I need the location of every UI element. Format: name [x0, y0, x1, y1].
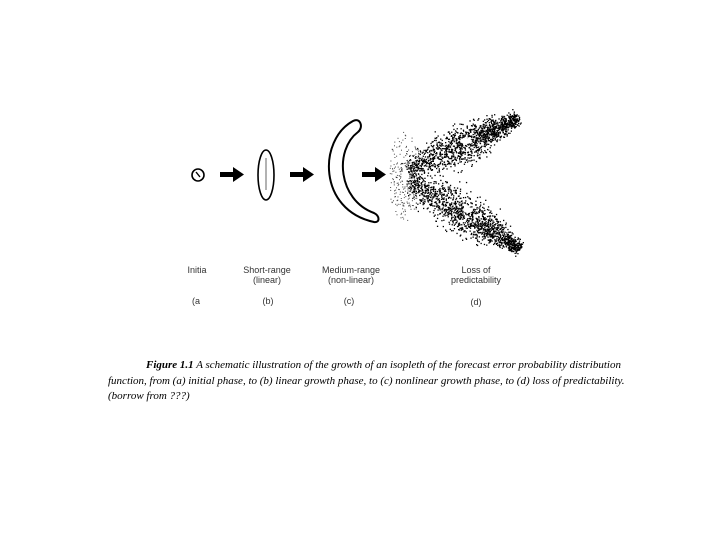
stage-label-medium-range: Medium-range (non-linear): [321, 265, 381, 285]
stage-label-initial: Initia: [187, 265, 207, 275]
predictability-loss-cloud: [390, 109, 524, 257]
figure-label: Figure 1.1: [146, 359, 194, 371]
stage-label-short-range: Short-range (linear): [243, 265, 291, 285]
stage-letter-c: (c): [343, 296, 355, 306]
stage-letter-b: (b): [262, 296, 274, 306]
arrow-c-to-d: [362, 167, 386, 182]
figure-caption: [108, 358, 653, 405]
cloud-hole-lower: [463, 207, 473, 213]
stage-label-loss-of-predictability: Loss of predictability: [450, 265, 502, 285]
initial-circle: [192, 169, 204, 181]
cloud-hole-upper: [460, 138, 472, 144]
arrow-b-to-c: [290, 167, 314, 182]
linear-ellipse: [258, 150, 274, 200]
arrow-a-to-b: [220, 167, 244, 182]
stage-letter-d: (d): [470, 297, 482, 307]
stage-letter-a: (a: [191, 296, 201, 306]
nonlinear-banana: [329, 120, 379, 222]
caption-text: A schematic illustration of the growth of an isopleth of the forecast error probability distribution function, from (a) initial phase, to (b) linear growth phase, to (c) nonlinear growth phase, to (d) loss of predictability. (borrow from ???): [108, 359, 625, 402]
